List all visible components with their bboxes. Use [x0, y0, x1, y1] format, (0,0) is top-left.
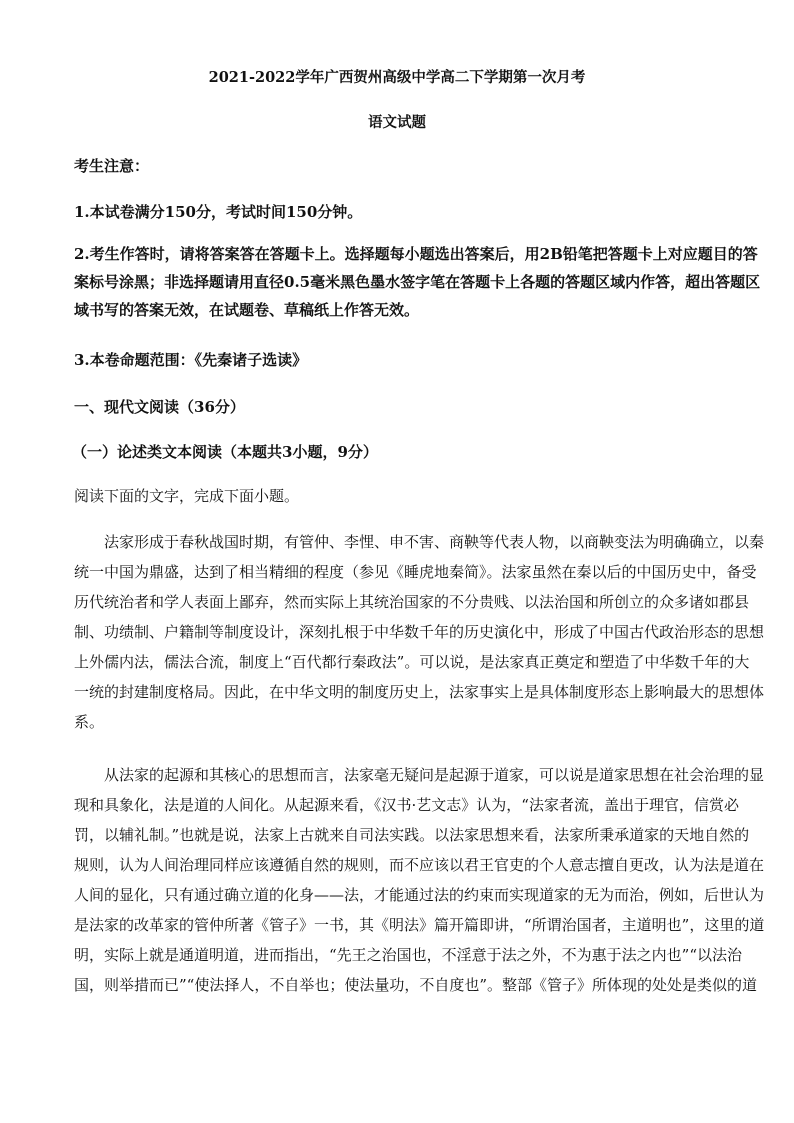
passage-line: 规则，认为人间治理同样应该遵循自然的规则，而不应该以君王官吏的个人意志擅自更改，认为法是道在 [74, 856, 765, 874]
passage-paragraph-1 [74, 527, 765, 737]
section-heading: 一、现代文阅读（36分） [74, 398, 245, 416]
reading-instruction: 阅读下面的文字，完成下面小题。 [74, 487, 300, 505]
notice-item-3: 3.本卷命题范围：《先秦诸子选读》 [74, 351, 308, 369]
passage-line: 历代统治者和学人表面上鄙弃，然而实际上其统治国家的不分贵贱、以法治国和所创立的众多诸如郡县 [74, 593, 750, 611]
passage-line: 是法家的改革家的管仲所著《管子》一书，其《明法》篇开篇即讲，“所谓治国者，主道明也”，这里的道 [74, 916, 765, 934]
notice-item-2-line: 2.考生作答时，请将答案答在答题卡上。选择题每小题选出答案后，用2B铅笔把答题卡上对应题目的答 [74, 245, 758, 263]
passage-line: 从法家的起源和其核心的思想而言，法家毫无疑问是起源于道家，可以说是道家思想在社会治理的显 [104, 766, 765, 784]
exam-title: 2021-2022学年广西贺州高级中学高二下学期第一次月考 [208, 69, 586, 86]
passage-line: 明，实际上就是通道明道，进而指出，“先王之治国也，不淫意于法之外，不为惠于法之内也”“以法治 [74, 946, 743, 964]
passage-line: 一统的封建制度格局。因此，在中华文明的制度历史上，法家事实上是具体制度形态上影响最大的思想体 [74, 683, 765, 701]
notice-item-2-line: 案标号涂黑；非选择题请用直径0.5毫米黑色墨水签字笔在答题卡上各题的答题区域内作答，超出答题区 [74, 273, 761, 291]
notice-item-1: 1.本试卷满分150分，考试时间150分钟。 [74, 203, 363, 221]
notice-item-2-line: 域书写的答案无效，在试题卷、草稿纸上作答无效。 [74, 301, 420, 319]
section-subheading: （一）论述类文本阅读（本题共3小题，9分） [72, 443, 378, 461]
passage-paragraph-2 [74, 760, 765, 1000]
passage-line: 法家形成于春秋战国时期，有管仲、李悝、申不害、商鞅等代表人物，以商鞅变法为明确确立，以秦 [104, 533, 765, 551]
passage-line: 系。 [74, 713, 105, 731]
passage-line: 人间的显化，只有通过确立道的化身——法，才能通过法的约束而实现道家的无为而治，例如，后世认为 [74, 886, 765, 904]
notice-heading: 考生注意： [74, 157, 150, 175]
passage-line: 统一中国为鼎盛，达到了相当精细的程度（参见《睡虎地秦简》。法家虽然在秦以后的中国历史中，备受 [74, 563, 757, 581]
passage-line: 罚，以辅礼制。”也就是说，法家上古就来自司法实践。以法家思想来看，法家所秉承道家的天地自然的 [74, 826, 750, 844]
passage-line: 制、功绩制、户籍制等制度设计，深刻扎根于中华数千年的历史演化中，形成了中国古代政治形态的思想 [74, 623, 765, 641]
passage-line: 现和具象化，法是道的人间化。从起源来看，《汉书·艺文志》认为，“法家者流，盖出于理官，信赏必 [74, 796, 739, 814]
passage-line: 上外儒内法，儒法合流，制度上“百代都行秦政法”。可以说，是法家真正奠定和塑造了中华数千年的大 [74, 653, 750, 671]
notice-item-2 [74, 240, 761, 324]
subject-title: 语文试题 [368, 114, 426, 131]
passage-line: 国，则举措而已”“使法择人，不自举也；使法量功，不自度也”。整部《管子》所体现的处处是类似的道 [74, 976, 758, 994]
